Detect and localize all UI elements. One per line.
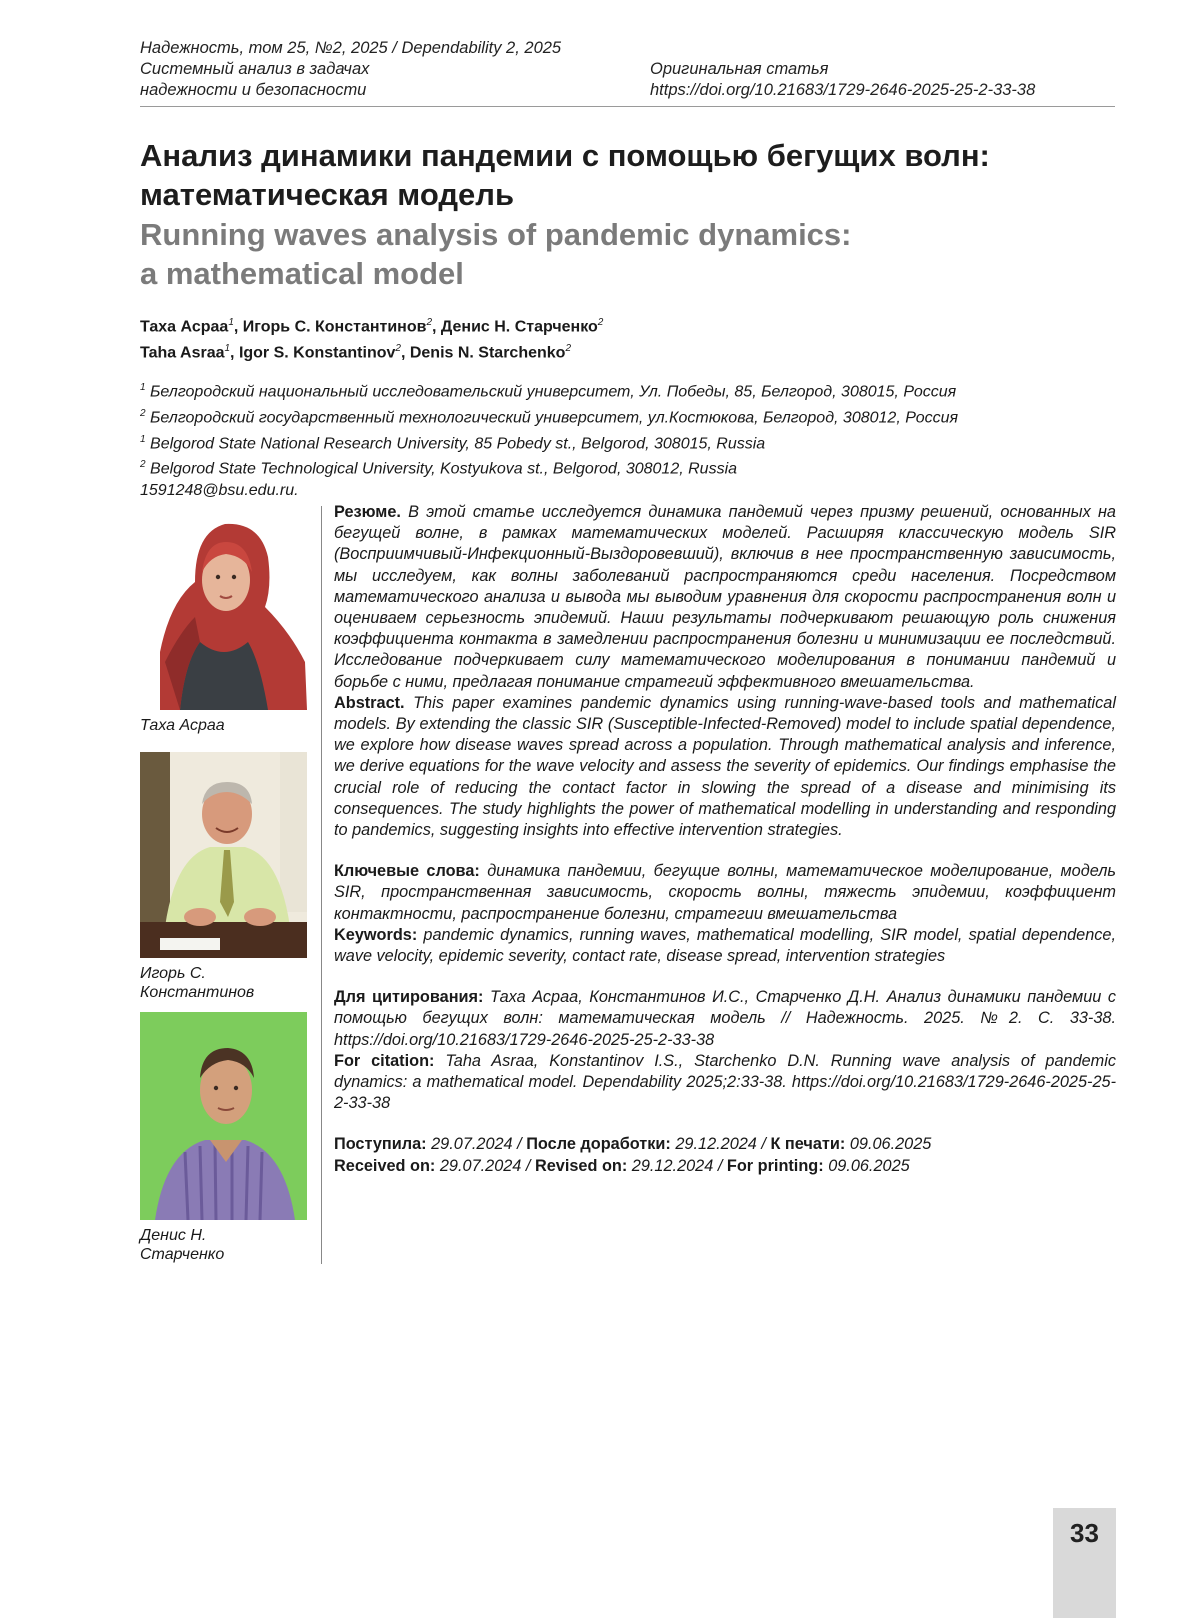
header-divider (140, 106, 1115, 107)
page-number: 33 (1053, 1518, 1116, 1549)
keywords-ru (334, 861, 1116, 925)
caption-line: Игорь С. (140, 964, 307, 983)
caption-line: Константинов (140, 983, 307, 1002)
date-value: 29.07.2024 (440, 1157, 522, 1175)
article-type: Оригинальная статья (650, 59, 1115, 80)
title-ru-line2: математическая модель (140, 175, 1120, 214)
affil-text: Белгородский национальный исследовательский университет, Ул. Победы, 85, Белгород, 308015, Россия (150, 383, 956, 400)
author-affil-mark: 2 (426, 317, 432, 328)
author-photo (140, 1012, 307, 1220)
abstract-ru-text: В этой статье исследуется динамика пандемий через призму решений, основанных на бегущей волне, в рамках математических моделей. Расширяя классическую модель SIR (Восприимчивый-Инфекционный-Выздоровевший), включив в нее пространственную зависимость, мы исследуем, как волны заболеваний распространяются среди населения. Посредством математического анализа и вывода мы выводим уравнения для скорости распространения волн и оцениваем серьезность эпидемий. Наши результаты подчеркивают решающую роль снижения коэффициента контакта в замедлении распространения болезни и минимизации ее последствий. Исследование подчеркивает силу математического моделирования в понимании пандемий и борьбе с ними, предлагая понимание стратегий эффективного вмешательства. (334, 503, 1116, 691)
portrait-man-office (140, 752, 307, 958)
citation-en (334, 1051, 1116, 1115)
abstract-ru (334, 502, 1116, 693)
abstract-en-label: Abstract. (334, 694, 405, 712)
article-front-matter (334, 502, 1116, 1177)
date-label: Received on: (334, 1157, 435, 1175)
keywords-ru-label: Ключевые слова: (334, 862, 480, 880)
date-label: Поступила: (334, 1135, 427, 1153)
title-russian (140, 136, 1120, 214)
author-name: Денис Н. Старченко (441, 318, 598, 335)
keywords-en-label: Keywords: (334, 926, 417, 944)
author-name: Taha Asraa (140, 345, 224, 362)
spacer (334, 841, 1116, 861)
photo-caption (140, 964, 307, 1002)
affiliations (140, 377, 958, 502)
portrait-woman-hijab (140, 512, 307, 710)
keywords-en-text: pandemic dynamics, running waves, mathematical modelling, SIR model, spatial dependence, wave velocity, epidemic severity, contact rate, disease spread, intervention strategies (334, 926, 1116, 965)
affil-mark: 2 (140, 408, 146, 419)
abstract-en-text: This paper examines pandemic dynamics using running-wave-based tools and mathematical models. By extending the classic SIR (Susceptible-Infected-Removed) model to include spatial dependence, we explore how disease waves spread across a population. Through mathematical analysis and inference, we derive equations for the wave velocity and assess the severity of epidemics. Our findings emphasise the crucial role of reducing the contact factor in slowing the spread of a disease and minimising its consequences. The study highlights the power of mathematical modelling in understanding and responding to pandemics, suggesting insights into effective intervention strategies. (334, 694, 1116, 839)
abstract-en (334, 693, 1116, 841)
photo-caption (140, 1226, 307, 1264)
citation-ru (334, 987, 1116, 1051)
author-affil-mark: 2 (565, 343, 571, 354)
date-separator: / (761, 1135, 766, 1153)
author-photo-block-3 (140, 1012, 307, 1264)
author-photo-block-2 (140, 752, 307, 1002)
section-name-line1: Системный анализ в задачах (140, 59, 369, 80)
date-separator: / (517, 1135, 522, 1153)
affiliation-item (140, 377, 958, 403)
column-divider (321, 506, 322, 1264)
citation-en-label: For citation: (334, 1052, 434, 1070)
title-en-line1: Running waves analysis of pandemic dynamics: (140, 215, 1120, 254)
keywords-ru-text: динамика пандемии, бегущие волны, математическое моделирование, модель SIR, пространственная зависимость, скорость волны, тяжесть эпидемии, коэффициент контактности, распространение болезни, стратегии вмешательства (334, 862, 1116, 922)
citation-ru-text: Таха Асраа, Константинов И.С., Старченко Д.Н. Анализ динамики пандемии с помощью бегущих волн: математическая модель // Надежность. 2025. №2. С. 33-38. https://doi.org/10.21683/1729-2646-2025-25-2-33-38 (334, 988, 1116, 1048)
page-number-tab (1053, 1508, 1116, 1618)
date-value: 09.06.2025 (828, 1157, 910, 1175)
affil-text: Belgorod State National Research University, 85 Pobedy st., Belgorod, 308015, Russia (150, 435, 765, 452)
running-header (140, 38, 1115, 101)
photo-caption: Таха Асраа (140, 716, 307, 735)
date-value: 29.12.2024 (632, 1157, 714, 1175)
citation-ru-label: Для цитирования: (334, 988, 483, 1006)
affil-mark: 1 (140, 382, 146, 393)
dates-ru (334, 1134, 1116, 1155)
citation-en-text: Taha Asraa, Konstantinov I.S., Starchenko D.N. Running wave analysis of pandemic dynamics: a mathematical model. Dependability 2025;2:33-38. https://doi.org/10.21683/1729-2646-2025-25-2-33-38 (334, 1052, 1116, 1112)
section-name-line2: надежности и безопасности (140, 80, 366, 101)
author-name: Denis N. Starchenko (410, 345, 566, 362)
doi-link[interactable]: https://doi.org/10.21683/1729-2646-2025-25-2-33-38 (650, 80, 1115, 101)
spacer (334, 1114, 1116, 1134)
date-separator: / (718, 1157, 723, 1175)
affil-mark: 1 (140, 434, 146, 445)
title-en-line2: a mathematical model (140, 254, 1120, 293)
authors-ru: Таха Асраа1, Игорь С. Константинов2, Денис Н. Старченко2 (140, 312, 603, 338)
author-affil-mark: 2 (395, 343, 401, 354)
affiliation-item (140, 429, 958, 455)
dates-en (334, 1156, 1116, 1177)
author-name: Igor S. Konstantinov (239, 345, 395, 362)
journal-line: Надежность, том 25, №2, 2025 / Dependability 2, 2025 (140, 38, 1115, 59)
affil-mark: 2 (140, 459, 146, 470)
affil-text: Belgorod State Technological University, Kostyukova st., Belgorod, 308012, Russia (150, 461, 737, 478)
date-value: 29.07.2024 (431, 1135, 513, 1153)
author-photo (140, 752, 307, 958)
author-name: Игорь С. Константинов (243, 318, 427, 335)
affil-text: Белгородский государственный технологический университет, ул.Костюкова, Белгород, 308012, Россия (150, 409, 958, 426)
title-ru-line1: Анализ динамики пандемии с помощью бегущих волн: (140, 136, 1120, 175)
date-value: 09.06.2025 (850, 1135, 932, 1153)
date-separator: / (526, 1157, 531, 1175)
date-label: For printing: (727, 1157, 824, 1175)
affiliation-item (140, 403, 958, 429)
author-name: Таха Асраа (140, 318, 228, 335)
author-affil-mark: 1 (224, 343, 230, 354)
spacer (334, 967, 1116, 987)
date-label: Revised on: (535, 1157, 627, 1175)
author-affil-mark: 1 (228, 317, 234, 328)
contact-email[interactable]: 1591248@bsu.edu.ru. (140, 480, 958, 502)
title-english (140, 215, 1120, 293)
caption-line: Денис Н. (140, 1226, 307, 1245)
date-label: К печати: (770, 1135, 845, 1153)
portrait-young-man (140, 1012, 307, 1220)
date-value: 29.12.2024 (675, 1135, 757, 1153)
author-list (140, 312, 603, 365)
author-photo-block-1 (140, 512, 307, 735)
author-photo (140, 512, 307, 710)
affiliation-item (140, 454, 958, 480)
keywords-en (334, 925, 1116, 967)
abstract-ru-label: Резюме. (334, 503, 401, 521)
authors-en: Taha Asraa1, Igor S. Konstantinov2, Denis N. Starchenko2 (140, 338, 603, 364)
caption-line: Старченко (140, 1245, 307, 1264)
date-label: После доработки: (526, 1135, 671, 1153)
author-affil-mark: 2 (598, 317, 604, 328)
